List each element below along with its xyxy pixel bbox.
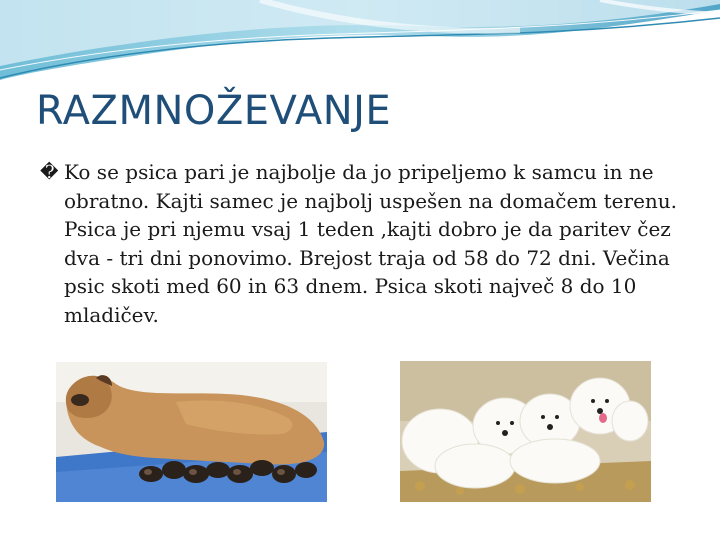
body-text: [40, 158, 680, 329]
top-wave-decoration: [0, 0, 720, 90]
slide-title: RAZMNOŽEVANJE: [36, 88, 392, 134]
missing-glyph-bullet-icon: �: [40, 162, 59, 183]
mastiff-with-puppies-photo: [56, 362, 327, 502]
samoyed-puppies-photo: [400, 361, 651, 502]
body-paragraph: Ko se psica pari je najbolje da jo pripeljemo k samcu in ne obratno. Kajti samec je najbolj uspešen na domačem terenu. Psica je pri njemu vsaj 1 teden ,kajti dobro je da paritev čez dva - tri dni ponovimo. Brejost traja od 58 do 72 dni. Večina psic skoti med 60 in 63 dnem. Psica skoti največ 8 do 10 mladičev.: [64, 160, 678, 327]
